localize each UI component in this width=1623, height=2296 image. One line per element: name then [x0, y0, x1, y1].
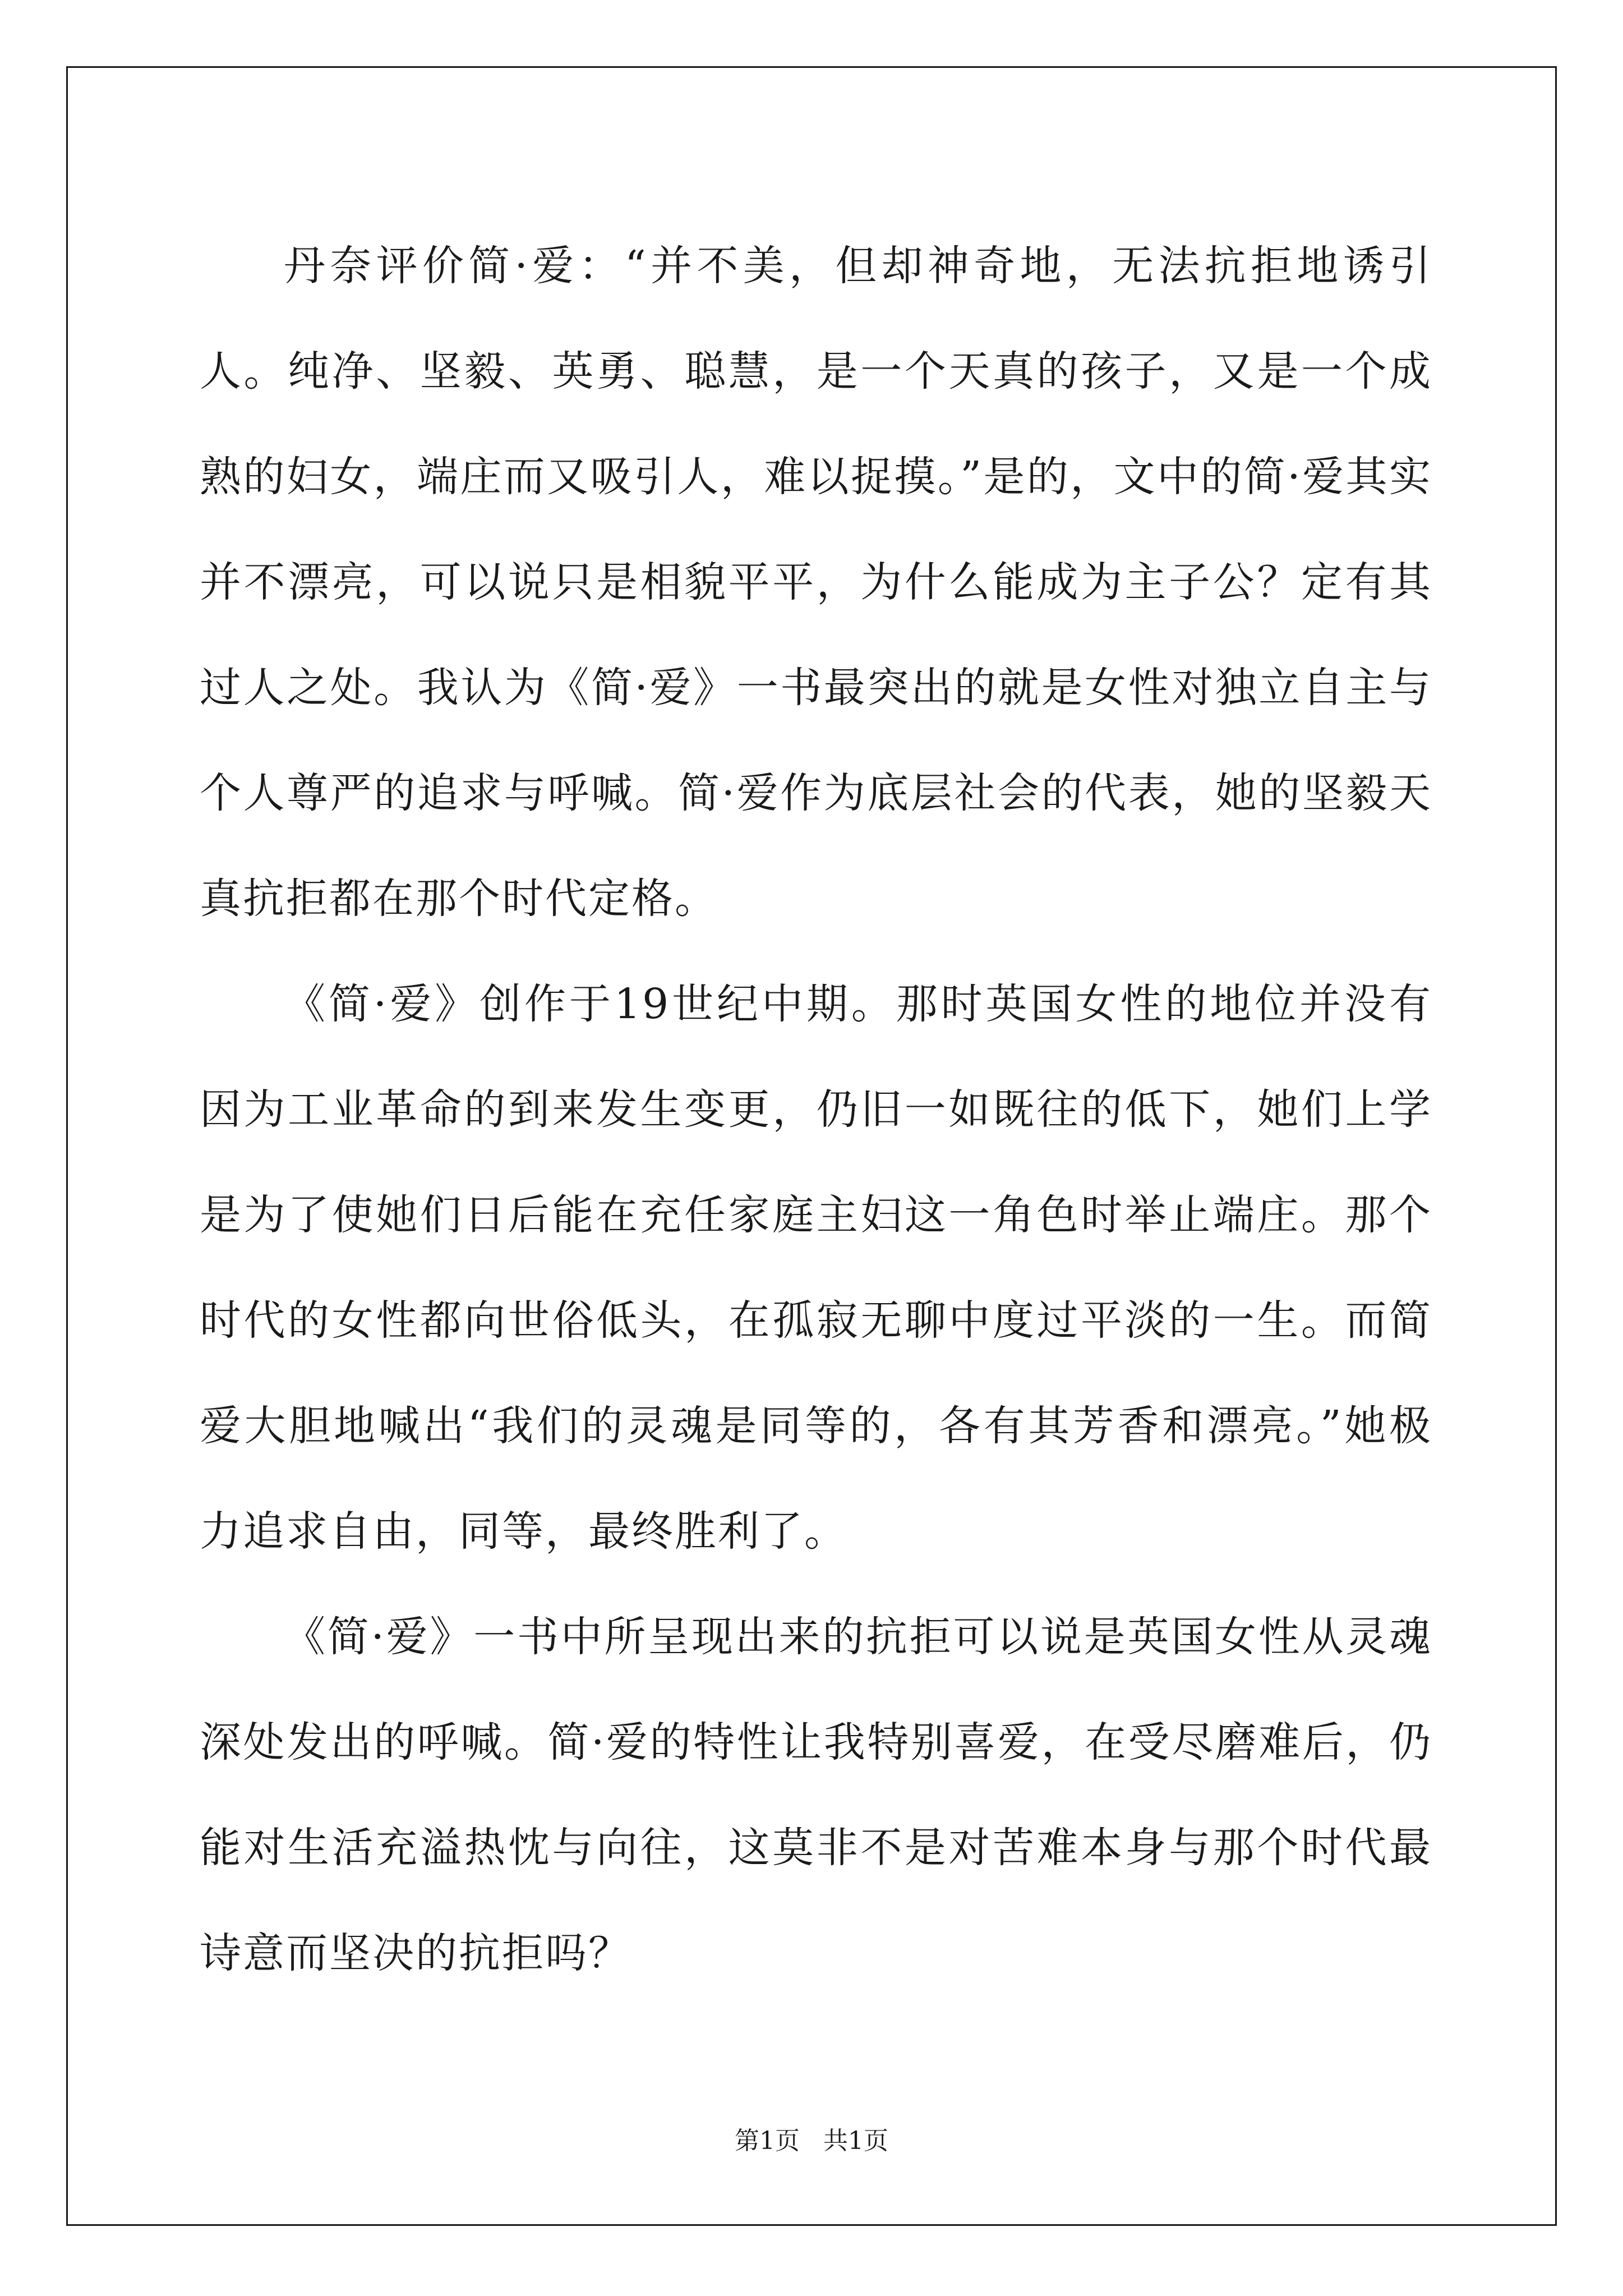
- paragraph-2: 《简·爱》创作于19世纪中期。那时英国女性的地位并没有因为工业革命的到来发生变更，仍旧一如既往的低下，她们上学是为了使她们日后能在充任家庭主妇这一角色时举止端庄。那个时代的女性都向世俗低头，在孤寂无聊中度过平淡的一生。而简爱大胆地喊出“我们的灵魂是同等的，各有其芳香和漂亮。”她极力追求自由，同等，最终胜利了。: [200, 980, 1432, 1556]
- page-number-footer: 第1页 共1页: [735, 2127, 888, 2155]
- paragraph-1: 丹奈评价简·爱：“并不美，但却神奇地，无法抗拒地诱引人。纯净、坚毅、英勇、聪慧，是一个天真的孩子，又是一个成熟的妇女，端庄而又吸引人，难以捉摸。”是的，文中的简·爱其实并不漂亮，可以说只是相貌平平，为什么能成为主子公？定有其过人之处。我认为《简·爱》一书最突出的就是女性对独立自主与个人尊严的追求与呼喊。简·爱作为底层社会的代表，她的坚毅天真抗拒都在那个时代定格。: [200, 242, 1432, 923]
- document-body: [200, 213, 1432, 2006]
- paragraph-3: 《简·爱》一书中所呈现出来的抗拒可以说是英国女性从灵魂深处发出的呼喊。简·爱的特性让我特别喜爱，在受尽磨难后，仍能对生活充溢热忱与向往，这莫非不是对苦难本身与那个时代最诗意而坚决的抗拒吗？: [200, 1613, 1432, 1977]
